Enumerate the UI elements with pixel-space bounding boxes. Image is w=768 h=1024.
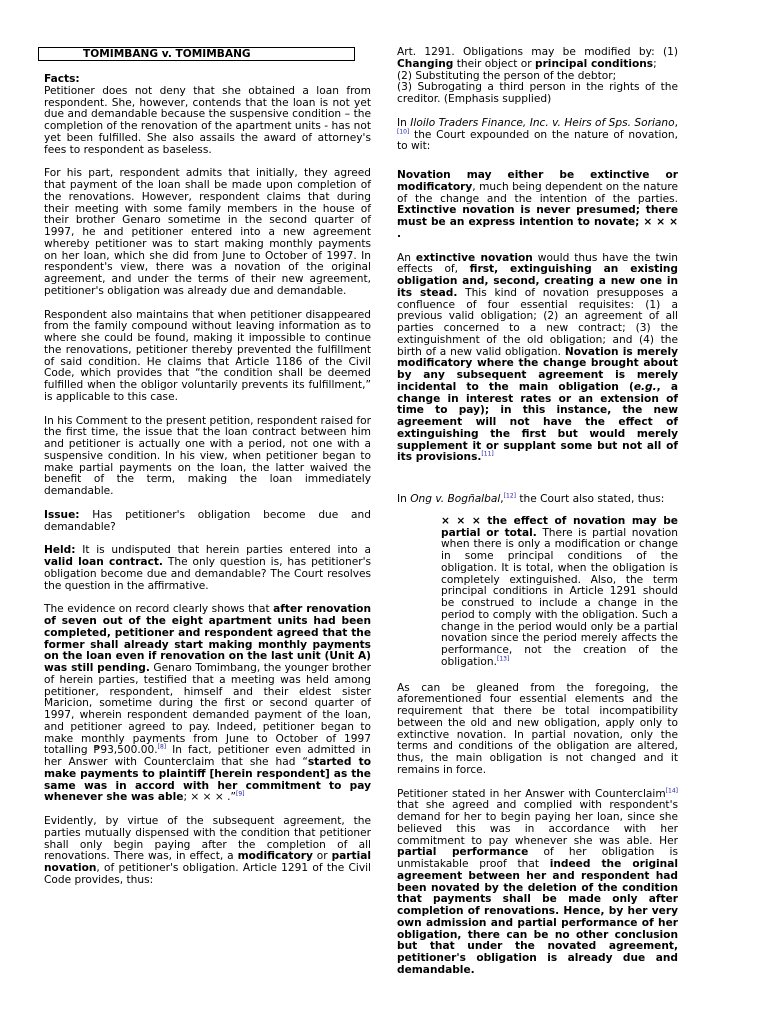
evidence-text-end: ; × × × .” <box>183 791 236 804</box>
novation2-text: An <box>397 251 416 264</box>
footnote-8-link[interactable]: [8] <box>157 743 167 751</box>
comment-paragraph: In his Comment to the present petition, respondent raised for the first time, the issue that the loan contract between him and petitioner is actually one with a period, not one with a suspensive condition. In his view, when petitioner began to make partial payments on the loan, the latter waived the benefit of the term, making the loan immediately demandable. <box>44 414 371 497</box>
novation-bold-1: Novation may either be extinctive or modificatory <box>397 169 678 193</box>
ong-quote <box>441 516 678 669</box>
answer-text-c: of her obligation is unmistakable proof that <box>397 846 678 870</box>
partial-performance-bold: partial performance <box>397 846 529 859</box>
article-semicolon: ; <box>653 57 657 70</box>
novation-text-1: , much being dependent on the nature of the change and the intention of the parties. <box>397 180 678 205</box>
evidently-text: Evidently, by virtue of the subsequent agreement, the parties mutually dispensed with the condition that petitioner shall only begin paying after the completion of all renovations. There was, in effect, a <box>44 815 371 863</box>
facts-text: Petitioner does not deny that she obtained a loan from respondent. She, however, contends that the loan is not yet due and demandable because the suspensive condition – the completion of the renovation of the apartment units - has not yet been fulfilled. She also assails the award of attorney's fees to respondent as baseless. <box>44 84 371 156</box>
evidently-paragraph <box>44 816 371 887</box>
issue-heading: Issue: <box>44 508 80 521</box>
footnote-11-link[interactable]: [11] <box>481 450 494 458</box>
novation2-bold-4: , a change in interest rates or an extension of time to pay); in this instance, the new agreement will not have the effect of extinguishing the first but would merely supplement it or supplant some but not all of its provisions. <box>397 380 678 464</box>
evidently-or: or <box>312 850 332 863</box>
held-heading: Held: <box>44 544 76 557</box>
held-bold-text: valid loan contract. <box>44 556 163 568</box>
ong-paragraph <box>397 494 678 506</box>
evidence-text-cont: Genaro Tomimbang, the younger brother of herein parties, testified that a meeting was held among petitioner, respondent, himself and their eldest sister Maricion, sometime during the first or second quarter of 1997, wherein respondent demanded payment of the loan, and petitioner agreed to pay. Indeed, petitioner began to make monthly payments from June to October of 1997 totalling ₱93,500.00. <box>44 662 371 757</box>
right-column <box>397 47 678 977</box>
evidence-text: The evidence on record clearly shows that <box>44 603 274 616</box>
article-text: Art. 1291. Obligations may be modified by: (1) <box>397 46 678 58</box>
ong-text: In <box>397 493 411 505</box>
ong-text-end: the Court also stated, thus: <box>516 493 665 505</box>
respondent-admits-paragraph: For his part, respondent admits that initially, they agreed that payment of the loan shall be made upon completion of the renovations. However, respondent claims that during their meeting with some family members in the house of their brother Genaro sometime in the second quarter of 1997, he and petitioner entered into a new agreement whereby petitioner was to start making monthly payments on her loan, which she did from June to October of 1997. In respondent's view, there was a novation of the original agreement, and under the terms of their new agreement, petitioner's obligation was already due and demandable. <box>44 167 371 297</box>
novation2-bold-3: Novation is merely modificatory where the change brought about by any subsequent agreement is merely incidental to the main obligation ( <box>397 345 678 393</box>
held-paragraph <box>44 545 371 592</box>
footnote-12-link[interactable]: [12] <box>503 492 516 500</box>
modificatory-bold: modificatory <box>237 850 313 863</box>
ong-quote-bold: × × × the effect of novation may be partial or total. <box>441 514 678 539</box>
novation2-eg: e.g. <box>633 380 657 393</box>
facts-paragraph <box>44 74 371 156</box>
article-text-cont: their object or <box>453 57 535 70</box>
issue-text: Has petitioner's obligation become due and demandable? <box>44 508 371 533</box>
novation2-bold-1: extinctive novation <box>415 251 533 264</box>
answer-bold-conclusion: indeed the original agreement between her and respondent had been novated by the deletion of the condition that payments shall be made only after completion of renovations. Hence, by her very own admission and partial performance of her obligation, there can be no other conclusion but that under the novated agreement, petitioner's obligation is already due and demandable. <box>397 858 679 976</box>
held-text: It is undisputed that herein parties entered into a <box>75 544 371 557</box>
iloilo-case-name: Iloilo Traders Finance, Inc. v. Heirs of Sps. Soriano <box>410 116 675 129</box>
novation2-bold-2: first, extinguishing an existing obligation and, second, creating a new one in its stead. <box>397 263 678 299</box>
answer-text: Petitioner stated in her Answer with Counterclaim <box>397 787 666 800</box>
answer-text-b: that she agreed and complied with respondent's demand for her to begin paying her loan, since she believed this was in accordance with her commitment to pay whenever she was able. Her <box>397 799 678 847</box>
ong-case-name: Ong v. Bogñalbal <box>410 493 501 505</box>
evidence-paragraph <box>44 604 371 804</box>
principal-conditions-bold: principal conditions <box>535 57 654 70</box>
left-column <box>44 47 371 887</box>
novation-quote-1 <box>397 170 678 241</box>
iloilo-text-end: the Court expounded on the nature of novation, to wit: <box>397 128 678 153</box>
footnote-10-link[interactable]: [10] <box>397 127 410 135</box>
changing-bold: Changing <box>397 57 454 70</box>
respondent-maintains-paragraph: Respondent also maintains that when petitioner disappeared from the family compound without leaving information as to where she could be found, making it impossible to continue the renovations, petitioner thereby prevented the fulfillment of said condition. He claims that Article 1186 of the Civil Code, which provides that “the condition shall be deemed fulfilled when the obligor voluntarily prevents its fulfillment,” is applicable to this case. <box>44 308 371 403</box>
article-1291-quote <box>397 47 678 106</box>
novation-bold-2: Extinctive novation is never presumed; there must be an express intention to novate; × × × . <box>397 204 678 240</box>
evidence-bold-quote: started to make payments to plaintiff [herein respondent] as the same was in accord with her commitment to pay whenever she was able <box>44 756 372 804</box>
ong-comma: , <box>500 493 504 505</box>
iloilo-text: In <box>397 116 411 129</box>
iloilo-comma: , <box>674 116 678 129</box>
answer-paragraph <box>397 786 679 977</box>
gleaned-paragraph: As can be gleaned from the foregoing, the aforementioned four essential elements and the requirement that there be total incompatibility between the old and new obligation, apply only to extinctive novation. In partial novation, only the terms and conditions of the obligation are altered, thus, the main obligation is not changed and it remains in force. <box>397 681 678 776</box>
evidence-bold-text: after renovation of seven out of the eight apartment units had been completed, petitioner and respondent agreed that the former shall already start making monthly payments on the loan even if renovation on the last unit (Unit A) was still pending. <box>44 603 371 674</box>
novation2-text-b: would thus have the twin effects of, <box>397 251 678 276</box>
iloilo-paragraph <box>397 118 678 153</box>
novation-quote-2 <box>397 253 678 465</box>
partial-novation-bold: partial novation <box>44 850 371 874</box>
ong-quote-text: There is partial novation when there is only a modification or change in some principal conditions of the obligation. It is total, when the obligation is completely extinguished. Also, the term principal conditions in Article 1291 should be construed to include a change in the period to comply with the obligation. Such a change in the period would only be a partial novation since the period merely affects the performance, not the creation of the obligation. <box>441 526 678 668</box>
case-title: TOMIMBANG v. TOMIMBANG <box>38 47 355 61</box>
footnote-14-link[interactable]: [14] <box>665 786 678 794</box>
facts-heading: Facts: <box>44 73 80 85</box>
novation2-text-c: This kind of novation presupposes a confluence of four essential requisites: (1) a previous valid obligation; (2) an agreement of all parties concerned to a new contract; (3) the extinguishment of the old obligation; and (4) the birth of a new valid obligation. <box>397 286 678 358</box>
footnote-13-link[interactable]: [13] <box>496 655 510 663</box>
article-item-2: (2) Substituting the person of the debtor; <box>397 69 617 82</box>
article-item-3: (3) Subrogating a third person in the rights of the creditor. (Emphasis supplied) <box>397 81 678 105</box>
held-text-cont: The only question is, has petitioner's obligation become due and demandable? The Court resolves the question in the affirmative. <box>44 556 372 592</box>
issue-paragraph <box>44 510 371 534</box>
evidently-text-end: , of petitioner's obligation. Article 1291 of the Civil Code provides, thus: <box>44 862 371 886</box>
evidence-text-cont2: In fact, petitioner even admitted in her Answer with Counterclaim that she had “ <box>44 744 371 768</box>
footnote-9-link[interactable]: [9] <box>235 790 245 798</box>
